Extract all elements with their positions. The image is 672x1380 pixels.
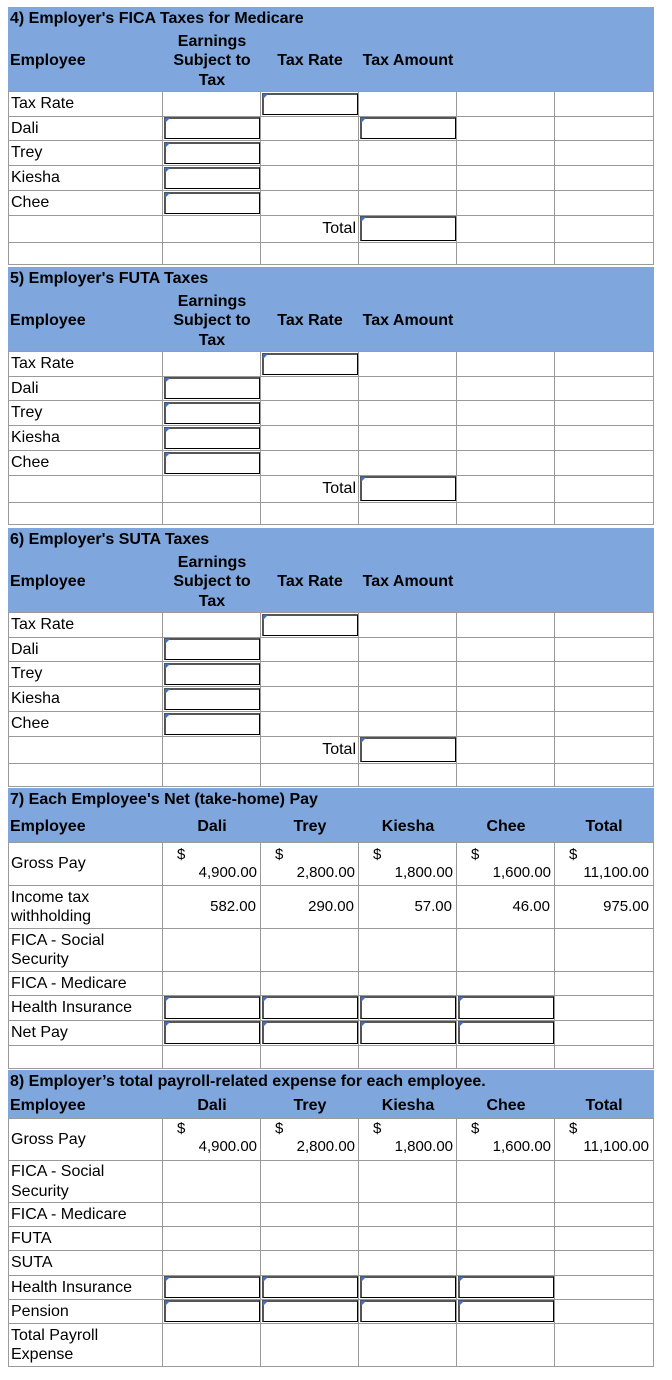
row-label: FUTA xyxy=(11,1229,52,1247)
earnings-input-chee[interactable] xyxy=(164,452,260,474)
tax-amount-input-dali[interactable] xyxy=(360,117,456,139)
row-label: Gross Pay xyxy=(11,1130,86,1148)
row-label: Kiesha xyxy=(11,169,60,187)
column-header-earnings: Earnings Subject to Tax xyxy=(173,293,251,349)
gross-pay-value: 4,900.00 xyxy=(198,864,257,881)
row-label: Chee xyxy=(11,194,50,212)
row-label: Dali xyxy=(11,379,39,397)
column-header-trey: Trey xyxy=(293,818,327,836)
column-header-tax-amount: Tax Amount xyxy=(362,52,454,70)
row-label: Income tax withholding xyxy=(11,888,92,925)
total-tax-input[interactable] xyxy=(360,737,456,762)
row-label: Dali xyxy=(11,119,39,137)
earnings-input-kiesha[interactable] xyxy=(164,427,260,449)
earnings-input-dali[interactable] xyxy=(164,117,260,139)
section-title: 7) Each Employee's Net (take-home) Pay xyxy=(10,791,318,809)
column-header-dali: Dali xyxy=(197,818,227,836)
column-header-kiesha: Kiesha xyxy=(381,818,435,836)
income-tax-value: 46.00 xyxy=(512,898,550,915)
column-header-chee: Chee xyxy=(486,818,526,836)
earnings-input-dali[interactable] xyxy=(164,377,260,399)
column-header-chee: Chee xyxy=(486,1097,526,1115)
row-label: Tax Rate xyxy=(11,355,75,373)
health-insurance-input-trey[interactable] xyxy=(262,996,358,1019)
row-label: SUTA xyxy=(11,1254,53,1272)
health-insurance-input-kiesha[interactable] xyxy=(360,996,456,1019)
gross-pay-value: 2,800.00 xyxy=(296,864,355,881)
income-tax-value: 582.00 xyxy=(210,898,256,915)
column-header-employee: Employee xyxy=(10,573,86,591)
column-header-tax-rate: Tax Rate xyxy=(277,573,343,591)
earnings-input-chee[interactable] xyxy=(164,713,260,735)
gross-pay-value: 1,800.00 xyxy=(394,864,453,881)
health-insurance-input-dali[interactable] xyxy=(164,1276,260,1298)
column-header-tax-rate: Tax Rate xyxy=(277,312,343,330)
row-label: Chee xyxy=(11,454,50,472)
pension-input-chee[interactable] xyxy=(458,1300,554,1322)
gross-pay-cell xyxy=(261,846,359,882)
row-label: Trey xyxy=(11,665,43,683)
tax-rate-input[interactable] xyxy=(262,93,358,115)
row-label: Health Insurance xyxy=(11,1278,132,1296)
pension-input-dali[interactable] xyxy=(164,1300,260,1322)
column-header-employee: Employee xyxy=(10,1097,86,1115)
earnings-input-dali[interactable] xyxy=(164,638,260,660)
row-label: Dali xyxy=(11,640,39,658)
gross-pay-cell xyxy=(457,846,555,882)
currency-symbol: $ xyxy=(275,846,284,863)
column-header-trey: Trey xyxy=(293,1097,327,1115)
row-label: FICA - Medicare xyxy=(11,1205,127,1223)
net-pay-input-dali[interactable] xyxy=(164,1021,260,1044)
currency-symbol: $ xyxy=(569,846,578,863)
row-label: FICA - Social Security xyxy=(11,931,105,968)
health-insurance-input-trey[interactable] xyxy=(262,1276,358,1298)
total-tax-input[interactable] xyxy=(360,216,456,241)
earnings-input-trey[interactable] xyxy=(164,402,260,424)
health-insurance-input-kiesha[interactable] xyxy=(360,1276,456,1298)
income-tax-value: 57.00 xyxy=(414,898,452,915)
column-header-tax-amount: Tax Amount xyxy=(362,312,454,330)
gross-pay-total-cell xyxy=(555,1120,653,1156)
row-label: Chee xyxy=(11,715,50,733)
currency-symbol: $ xyxy=(275,1120,284,1137)
row-label: Trey xyxy=(11,404,43,422)
section-title: 4) Employer's FICA Taxes for Medicare xyxy=(10,10,304,28)
currency-symbol: $ xyxy=(471,846,480,863)
currency-symbol: $ xyxy=(569,1120,578,1137)
gross-pay-value: 1,600.00 xyxy=(492,1138,551,1155)
gross-pay-cell xyxy=(261,1120,359,1156)
gross-pay-value: 4,900.00 xyxy=(198,1138,257,1155)
section-title: 6) Employer's SUTA Taxes xyxy=(10,531,210,549)
gross-pay-total-cell xyxy=(555,846,653,882)
gross-pay-cell xyxy=(359,846,457,882)
earnings-input-kiesha[interactable] xyxy=(164,167,260,189)
pension-input-trey[interactable] xyxy=(262,1300,358,1322)
section-title: 8) Employer’s total payroll-related expense for each employee. xyxy=(10,1073,486,1091)
currency-symbol: $ xyxy=(373,1120,382,1137)
column-header-total: Total xyxy=(585,818,623,836)
row-label: Health Insurance xyxy=(11,999,132,1017)
row-label: Kiesha xyxy=(11,429,60,447)
tax-rate-input[interactable] xyxy=(262,614,358,636)
health-insurance-input-dali[interactable] xyxy=(164,996,260,1019)
earnings-input-kiesha[interactable] xyxy=(164,688,260,710)
column-header-employee: Employee xyxy=(10,818,86,836)
income-tax-value: 290.00 xyxy=(308,898,354,915)
gross-pay-total-value: 11,100.00 xyxy=(583,864,649,881)
income-tax-total-value: 975.00 xyxy=(603,898,649,915)
row-label: Kiesha xyxy=(11,690,60,708)
net-pay-input-chee[interactable] xyxy=(458,1021,554,1044)
currency-symbol: $ xyxy=(177,1120,186,1137)
gross-pay-value: 1,600.00 xyxy=(492,864,551,881)
gross-pay-cell xyxy=(163,846,261,882)
tax-rate-input[interactable] xyxy=(262,353,358,375)
column-header-earnings: Earnings Subject to Tax xyxy=(173,33,251,89)
column-header-earnings: Earnings Subject to Tax xyxy=(173,554,251,610)
earnings-input-chee[interactable] xyxy=(164,192,260,214)
row-label: Trey xyxy=(11,144,43,162)
row-label: Pension xyxy=(11,1302,69,1320)
row-label: Tax Rate xyxy=(11,95,75,113)
gross-pay-cell xyxy=(457,1120,555,1156)
currency-symbol: $ xyxy=(373,846,382,863)
column-header-employee: Employee xyxy=(10,52,86,70)
row-label: FICA - Medicare xyxy=(11,974,127,992)
column-header-tax-amount: Tax Amount xyxy=(362,573,454,591)
column-header-tax-rate: Tax Rate xyxy=(277,52,343,70)
row-label: Net Pay xyxy=(11,1024,68,1042)
row-label: Gross Pay xyxy=(11,855,86,873)
column-header-total: Total xyxy=(585,1097,623,1115)
net-pay-input-kiesha[interactable] xyxy=(360,1021,456,1044)
earnings-input-trey[interactable] xyxy=(164,142,260,164)
total-tax-input[interactable] xyxy=(360,476,456,501)
gross-pay-total-value: 11,100.00 xyxy=(583,1138,649,1155)
earnings-input-trey[interactable] xyxy=(164,663,260,685)
currency-symbol: $ xyxy=(177,846,186,863)
total-label: Total xyxy=(322,480,356,498)
gross-pay-value: 1,800.00 xyxy=(394,1138,453,1155)
gross-pay-cell xyxy=(359,1120,457,1156)
health-insurance-input-chee[interactable] xyxy=(458,1276,554,1298)
currency-symbol: $ xyxy=(471,1120,480,1137)
column-header-kiesha: Kiesha xyxy=(381,1097,435,1115)
column-header-employee: Employee xyxy=(10,312,86,330)
pension-input-kiesha[interactable] xyxy=(360,1300,456,1322)
row-label: Total Payroll Expense xyxy=(11,1326,99,1363)
column-header-dali: Dali xyxy=(197,1097,227,1115)
net-pay-input-trey[interactable] xyxy=(262,1021,358,1044)
total-label: Total xyxy=(322,220,356,238)
total-label: Total xyxy=(322,741,356,759)
row-label: FICA - Social Security xyxy=(11,1163,105,1200)
section-title: 5) Employer's FUTA Taxes xyxy=(10,270,209,288)
gross-pay-cell xyxy=(163,1120,261,1156)
health-insurance-input-chee[interactable] xyxy=(458,996,554,1019)
gross-pay-value: 2,800.00 xyxy=(296,1138,355,1155)
row-label: Tax Rate xyxy=(11,616,75,634)
